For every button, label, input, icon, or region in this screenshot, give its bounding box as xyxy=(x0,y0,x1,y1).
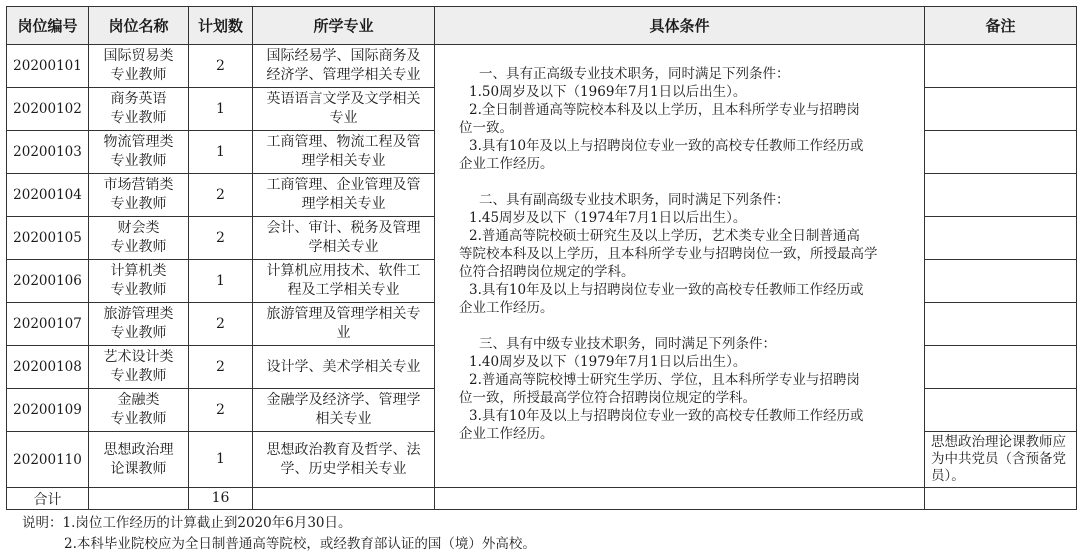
remark xyxy=(925,174,1077,217)
plan-count: 2 xyxy=(189,389,253,432)
plan-count: 1 xyxy=(189,432,253,488)
remark xyxy=(925,217,1077,260)
major: 工商管理、物流工程及管 理学相关专业 xyxy=(253,131,435,174)
post-name: 思想政治理 论课教师 xyxy=(89,432,189,488)
header-post-id: 岗位编号 xyxy=(7,7,89,45)
total-count: 16 xyxy=(189,488,253,510)
header-remark: 备注 xyxy=(925,7,1077,45)
post-id: 20200105 xyxy=(7,217,89,260)
major: 旅游管理及管理学相关专 业 xyxy=(253,303,435,346)
post-id: 20200102 xyxy=(7,88,89,131)
post-name: 财会类 专业教师 xyxy=(89,217,189,260)
plan-count: 2 xyxy=(189,217,253,260)
plan-count: 2 xyxy=(189,346,253,389)
total-row xyxy=(7,488,1077,510)
post-name: 商务英语 专业教师 xyxy=(89,88,189,131)
post-id: 20200108 xyxy=(7,346,89,389)
post-id: 20200104 xyxy=(7,174,89,217)
total-empty xyxy=(925,488,1077,510)
total-empty xyxy=(89,488,189,510)
major: 计算机应用技术、软件工 程及工学相关专业 xyxy=(253,260,435,303)
post-id: 20200107 xyxy=(7,303,89,346)
remark xyxy=(925,45,1077,88)
plan-count: 1 xyxy=(189,260,253,303)
post-id: 20200106 xyxy=(7,260,89,303)
remark xyxy=(925,131,1077,174)
plan-count: 1 xyxy=(189,131,253,174)
remark xyxy=(925,88,1077,131)
plan-count: 2 xyxy=(189,303,253,346)
plan-count: 2 xyxy=(189,174,253,217)
post-name: 市场营销类 专业教师 xyxy=(89,174,189,217)
total-empty xyxy=(253,488,435,510)
post-id: 20200109 xyxy=(7,389,89,432)
major: 金融学及经济学、管理学 相关专业 xyxy=(253,389,435,432)
header-post-name: 岗位名称 xyxy=(89,7,189,45)
note-2: 2.本科毕业院校应为全日制普通高等院校，或经教育部认证的国（境）外高校。 xyxy=(64,536,536,552)
note-1: 说明：1.岗位工作经历的计算截止到2020年6月30日。 xyxy=(22,515,352,531)
major: 设计学、美术学相关专业 xyxy=(253,346,435,389)
remark xyxy=(925,260,1077,303)
conditions-cell xyxy=(435,45,925,488)
remark xyxy=(925,346,1077,389)
post-name: 物流管理类 专业教师 xyxy=(89,131,189,174)
recruitment-table xyxy=(6,6,1077,510)
total-empty xyxy=(435,488,925,510)
major: 思想政治教育及哲学、法 学、历史学相关专业 xyxy=(253,432,435,488)
major: 国际经易学、国际商务及 经济学、管理学相关专业 xyxy=(253,45,435,88)
post-name: 旅游管理类 专业教师 xyxy=(89,303,189,346)
notes xyxy=(22,513,536,555)
post-name: 国际贸易类 专业教师 xyxy=(89,45,189,88)
plan-count: 2 xyxy=(189,45,253,88)
post-id: 20200110 xyxy=(7,432,89,488)
post-id: 20200103 xyxy=(7,131,89,174)
header-major: 所学专业 xyxy=(253,7,435,45)
post-name: 金融类 专业教师 xyxy=(89,389,189,432)
conditions-vice: 二、具有副高级专业技术职务，同时满足下列条件： 1.45周岁及以下（1974年7月1日以后出生）。 2.普通高等院校硕士研究生及以上学历，艺术类专业全日制普通高 等院校本科及以上学历，且本科所学专业与招聘岗位一致，所授最高学 位符合招聘岗位规定的学科。 3.具有10年及以上与招聘岗位专业一致的高校专任教师工作经历或 企业工作经历。 xyxy=(459,192,878,316)
total-label: 合计 xyxy=(7,488,89,510)
header-row xyxy=(7,7,1077,45)
post-name: 计算机类 专业教师 xyxy=(89,260,189,303)
conditions-senior: 一、具有正高级专业技术职务，同时满足下列条件： 1.50周岁及以下（1969年7月1日以后出生）。 2.全日制普通高等院校本科及以上学历，且本科所学专业与招聘岗 位一致。 3.具有10年及以上与招聘岗位专业一致的高校专任教师工作经历或 企业工作经历。 xyxy=(459,66,864,172)
remark: 思想政治理论课教师应为中共党员（含预备党员）。 xyxy=(925,432,1077,488)
plan-count: 1 xyxy=(189,88,253,131)
major: 会计、审计、税务及管理 学相关专业 xyxy=(253,217,435,260)
header-conditions: 具体条件 xyxy=(435,7,925,45)
major: 工商管理、企业管理及管 理学相关专业 xyxy=(253,174,435,217)
table-row xyxy=(7,45,1077,88)
remark xyxy=(925,303,1077,346)
post-name: 艺术设计类 专业教师 xyxy=(89,346,189,389)
remark xyxy=(925,389,1077,432)
post-id: 20200101 xyxy=(7,45,89,88)
header-plan-count: 计划数 xyxy=(189,7,253,45)
conditions-middle: 三、具有中级专业技术职务，同时满足下列条件： 1.40周岁及以下（1979年7月1日以后出生）。 2.普通高等院校博士研究生学历、学位，且本科所学专业与招聘岗 位一致，所授最高学位符合招聘岗位规定的学科。 3.具有10年及以上与招聘岗位专业一致的高校专任教师工作经历或 企业工作经历。 xyxy=(459,336,864,442)
major: 英语语言文学及文学相关 专业 xyxy=(253,88,435,131)
